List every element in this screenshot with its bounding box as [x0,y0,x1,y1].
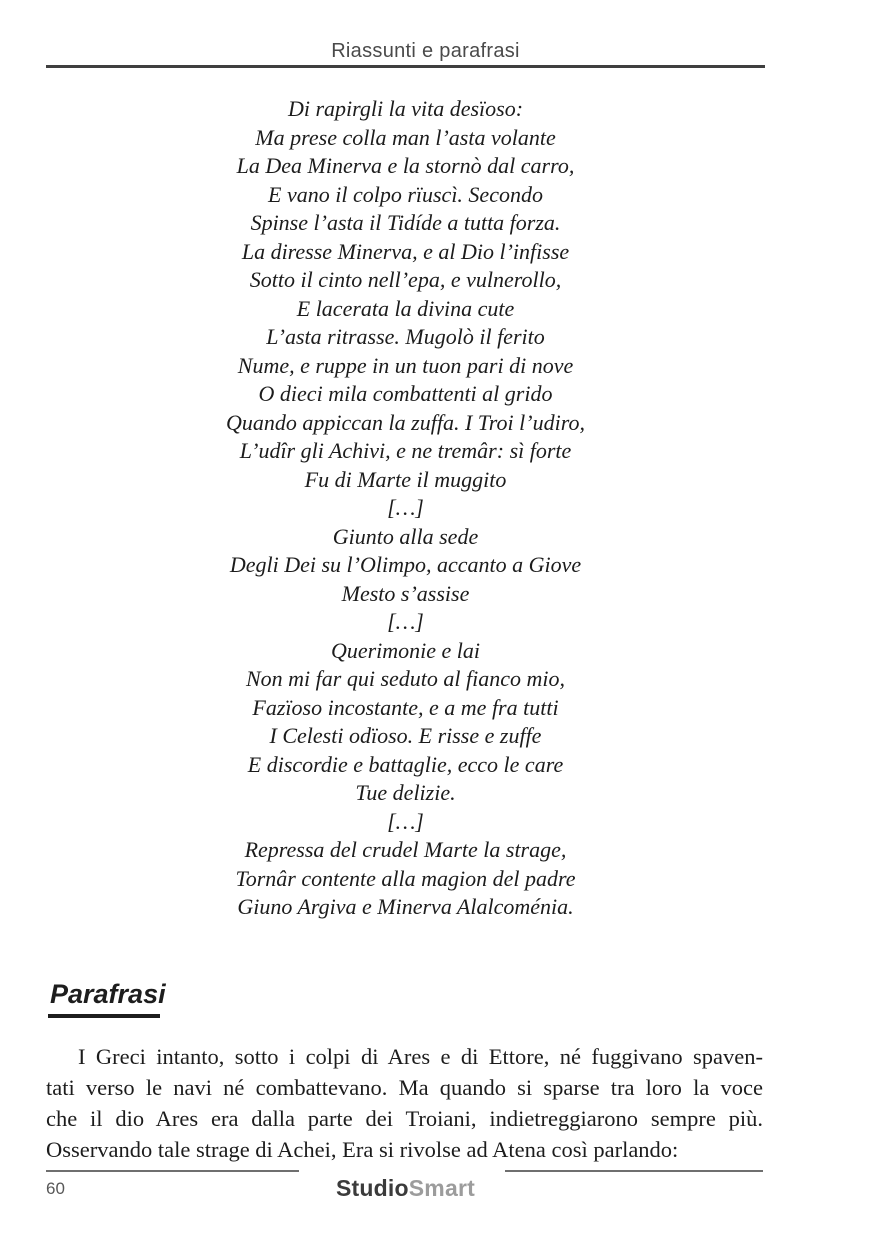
footer-rule-right [505,1170,763,1172]
poem-line: Mesto s’assise [341,580,470,606]
section-heading-parafrasi: Parafrasi [50,979,166,1009]
page-number: 60 [46,1179,65,1198]
poem-line: Tornâr contente alla magion del padre [235,865,576,891]
brand-logo-smart: Smart [408,1175,475,1201]
poem-quotation [46,95,765,922]
poem-line: Querimonie e lai [330,637,481,663]
paraphrase-line: I Greci intanto, sotto i colpi di Ares e di Ettore, né fuggivano spaven- [78,1044,763,1069]
poem-line: Di rapirgli la vita desïoso: [287,96,524,121]
poem-line: I Celesti odïoso. E risse e zuffe [269,723,542,748]
poem-line: Quando appiccan la zuffa. I Troi l’udiro, [226,409,585,435]
brand-logo [46,1175,765,1202]
running-header: Riassunti e parafrasi [331,40,520,62]
poem-line: Degli Dei su l’Olimpo, accanto a Giove [229,552,582,577]
poem-line: Fazïoso incostante, e a me fra tutti [252,694,559,720]
poem-line: Nume, e ruppe in un tuon pari di nove [237,352,574,378]
poem-line: La diresse Minerva, e al Dio l’infisse [241,238,570,264]
section-heading-underline [48,1014,160,1018]
poem-line: L’asta ritrasse. Mugolò il ferito [266,324,545,349]
poem-line: Ma prese colla man l’asta volante [255,124,556,150]
poem-line: […] [387,609,424,634]
paraphrase-line: che il dio Ares era dalla parte dei Troiani, indietreggiarono sempre più. [46,1106,763,1131]
header-rule [46,65,765,68]
poem-line: Non mi far qui seduto al fianco mio, [246,666,565,691]
poem-line: Repressa del crudel Marte la strage, [244,837,567,862]
poem-line: Giunto alla sede [332,523,479,549]
poem-line: Giuno Argiva e Minerva Alalcoménia. [237,894,574,919]
paraphrase-line: Osservando tale strage di Achei, Era si rivolse ad Atena così parlando: [46,1137,679,1162]
paraphrase-line: tati verso le navi né combattevano. Ma quando si sparse tra loro la voce [46,1075,763,1100]
poem-line: O dieci mila combattenti al grido [258,381,553,406]
poem-line: […] [387,808,424,834]
paraphrase-paragraph [46,1041,763,1165]
poem-line: […] [387,495,424,520]
poem-line: L’udîr gli Achivi, e ne tremâr: sì forte [239,438,572,463]
poem-line: Spinse l’asta il Tidíde a tutta forza. [250,210,561,235]
poem-line: Fu di Marte il muggito [304,466,507,492]
poem-line: E discordie e battaglie, ecco le care [247,751,564,777]
poem-line: E lacerata la divina cute [296,295,515,321]
poem-line: E vano il colpo rïuscì. Secondo [268,181,543,207]
poem-line: Sotto il cinto nell’epa, e vulnerollo, [249,267,562,292]
footer-rule-left [46,1170,299,1172]
poem-line: La Dea Minerva e la stornò dal carro, [236,153,575,178]
poem-line: Tue delizie. [355,780,456,805]
brand-logo-studio: Studio [336,1175,409,1201]
